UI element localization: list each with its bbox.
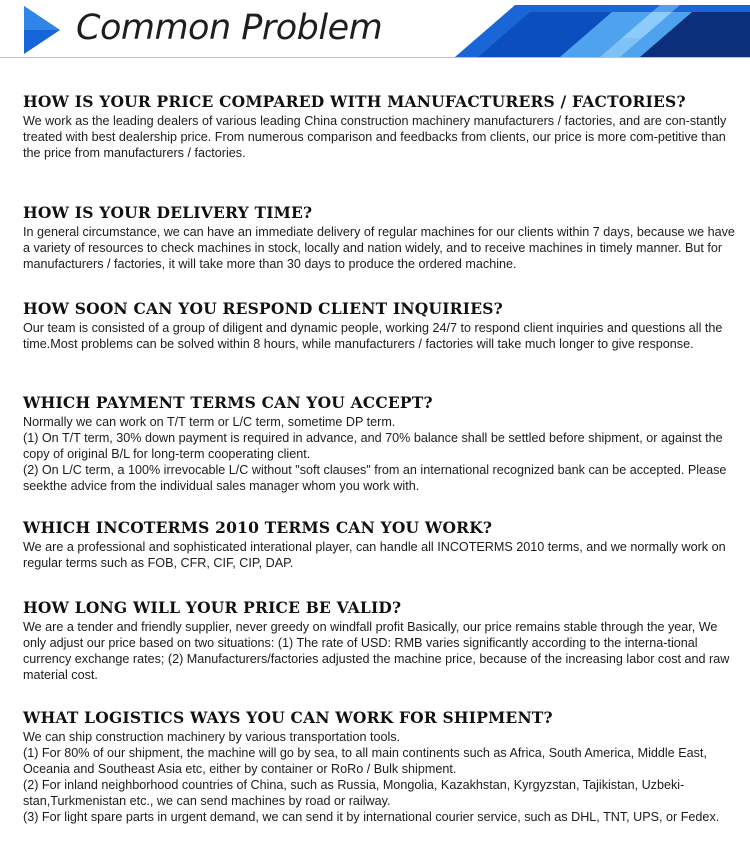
header-stripes bbox=[455, 5, 750, 57]
faq-price-comparison bbox=[23, 92, 735, 161]
faq-delivery-time bbox=[23, 203, 735, 272]
faq-question: WHICH INCOTERMS 2010 TERMS CAN YOU WORK? bbox=[23, 518, 493, 537]
faq-answer bbox=[23, 539, 735, 571]
faq-answer bbox=[23, 320, 735, 352]
faq-answer bbox=[23, 414, 735, 494]
faq-question: HOW SOON CAN YOU RESPOND CLIENT INQUIRIES? bbox=[23, 299, 503, 318]
arrow-highlight bbox=[24, 6, 60, 30]
faq-logistics bbox=[23, 708, 735, 825]
faq-answer-line: (2) On L/C term, a 100% irrevocable L/C without "soft clauses" from an international recognized bank can be accepted. Please seekthe advice from the individual sales manager whom you work with. bbox=[23, 463, 727, 493]
faq-price-validity bbox=[23, 598, 735, 683]
faq-response-time bbox=[23, 299, 735, 352]
faq-question: HOW IS YOUR DELIVERY TIME? bbox=[23, 203, 313, 222]
faq-answer-line: (2) For inland neighborhood countries of China, such as Russia, Mongolia, Kazakhstan, Kyrgyzstan, Tajikistan, Uzbeki-stan,Turkmenistan etc., we can send machines by road or railway. bbox=[23, 778, 685, 808]
faq-question: WHICH PAYMENT TERMS CAN YOU ACCEPT? bbox=[23, 393, 433, 412]
faq-answer-line: Normally we can work on T/T term or L/C term, sometime DP term. bbox=[23, 415, 396, 429]
faq-incoterms bbox=[23, 518, 735, 571]
faq-question: HOW LONG WILL YOUR PRICE BE VALID? bbox=[23, 598, 402, 617]
faq-answer bbox=[23, 729, 735, 825]
header-divider bbox=[0, 57, 750, 58]
faq-answer bbox=[23, 224, 735, 272]
faq-answer-line: (3) For light spare parts in urgent demand, we can send it by international courier service, such as DHL, TNT, UPS, or Fedex. bbox=[23, 810, 720, 824]
page-title: Common Problem bbox=[76, 8, 383, 48]
faq-answer-line: (1) For 80% of our shipment, the machine will go by sea, to all main continents such as Africa, South America, Middle East, Oceania and Southeast Asia etc, either by container or RoRo / Bulk shipment. bbox=[23, 746, 707, 776]
faq-payment-terms bbox=[23, 393, 735, 494]
page-header bbox=[0, 0, 750, 60]
faq-answer-line: We are a professional and sophisticated interational player, can handle all INCOTERMS 2010 terms, and we normally work on regular terms such as FOB, CFR, CIF, CIP, DAP. bbox=[23, 540, 726, 570]
faq-answer-line: We can ship construction machinery by various transportation tools. bbox=[23, 730, 401, 744]
faq-answer bbox=[23, 619, 735, 683]
faq-answer-line: We are a tender and friendly supplier, never greedy on windfall profit Basically, our price remains stable through the year, We only adjust our price based on two situations: (1) The rate of USD: RMB varies significantly according to the interna-tional currency exchange rates; (2) Manufacturers/factories adjusted the machine price, because of the increasing labor cost and raw material cost. bbox=[23, 620, 730, 682]
faq-answer bbox=[23, 113, 735, 161]
faq-answer-line: (1) On T/T term, 30% down payment is required in advance, and 70% balance shall be settled before shipment, or against the copy of original B/L for long-term cooperating client. bbox=[23, 431, 723, 461]
faq-answer-line: We work as the leading dealers of various leading China construction machinery manufacturers / factories, and are con-stantly treated with best dealership price. From numerous comparison and feedbacks from clients, our price is more com-petitive than the price from manufacturers / factories. bbox=[23, 114, 727, 160]
faq-answer-line: Our team is consisted of a group of diligent and dynamic people, working 24/7 to respond client inquiries and questions all the time.Most problems can be solved within 8 hours, while manufacturers / factories will take much longer to give response. bbox=[23, 321, 723, 351]
faq-question: WHAT LOGISTICS WAYS YOU CAN WORK FOR SHIPMENT? bbox=[23, 708, 553, 727]
faq-question: HOW IS YOUR PRICE COMPARED WITH MANUFACTURERS / FACTORIES? bbox=[23, 92, 686, 111]
faq-answer-line: In general circumstance, we can have an immediate delivery of regular machines for our clients within 7 days, because we have a variety of resources to check machines in stock, locally and nation widely, and to receive machines in timely manner. But for manufacturers / factories, it will take more than 30 days to produce the ordered machine. bbox=[23, 225, 735, 271]
